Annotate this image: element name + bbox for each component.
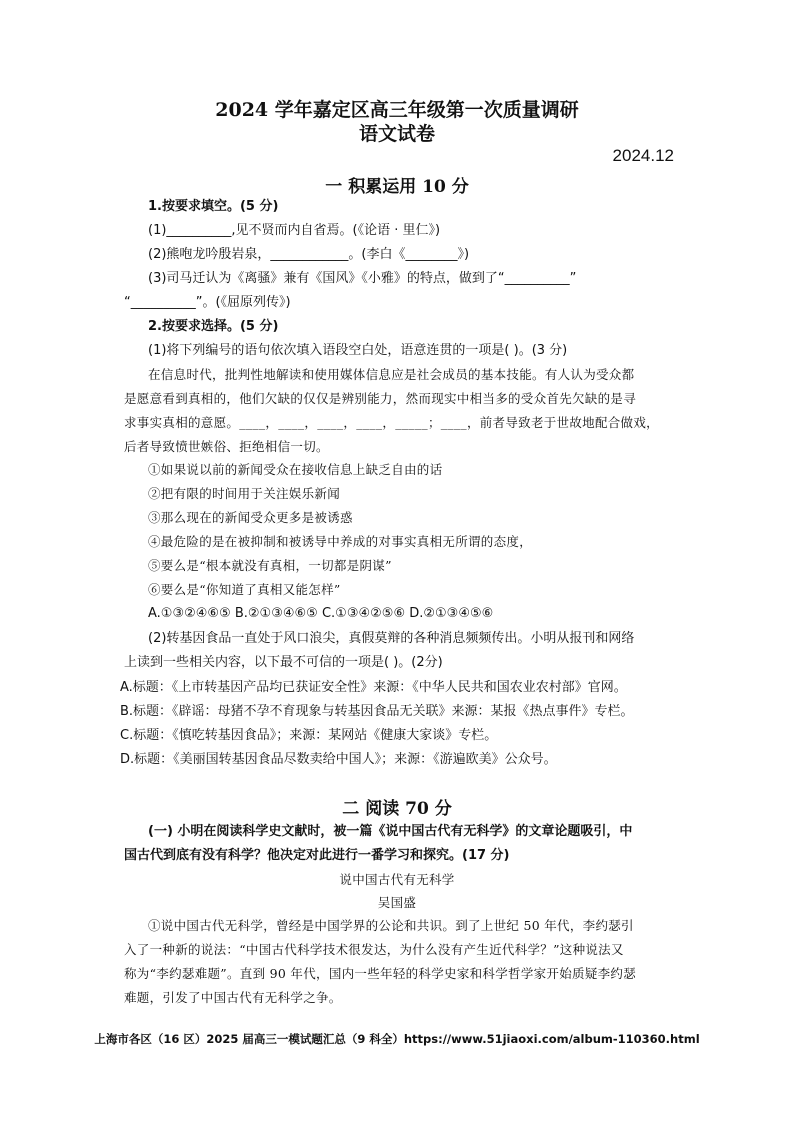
passage-line-4: 后者导致愤世嫉俗、拒绝相信一切。 — [124, 439, 329, 454]
section-2-intro-1: (一) 小明在阅读科学史文献时，被一篇《说中国古代有无科学》的文章论题吸引，中 — [148, 824, 633, 839]
footer-link[interactable]: 上海市各区（16 区）2025 届高三一模试题汇总（9 科全）https://www.51jiaoxi.com/album-110360.html — [94, 1032, 700, 1046]
article-paragraph-line-3: 称为“李约瑟难题”。直到 90 年代，国内一些年轻的科学史家和科学哲学家开始质疑李约瑟 — [124, 966, 637, 981]
article-paragraph-line-1: ①说中国古代无科学，曾经是中国学界的公论和共识。到了上世纪 50 年代，李约瑟引 — [148, 918, 634, 933]
article-author: 吴国盛 — [377, 895, 417, 910]
option-d: D.标题：《美丽国转基因食品尽数卖给中国人》；来源：《游遍欧美》公众号。 — [120, 752, 557, 767]
passage-line-2: 是愿意看到真相的，他们欠缺的仅仅是辨别能力，然而现实中相当多的受众首先欠缺的是寻 — [124, 391, 637, 406]
question-2-sub2-prompt-2: 上读到一些相关内容，以下最不可信的一项是( )。(2分) — [124, 655, 443, 670]
article-title: 说中国古代有无科学 — [339, 872, 455, 887]
question-1-item-3: (3)司马迁认为《离骚》兼有《国风》《小雅》的特点，做到了“__________” — [148, 271, 577, 286]
question-2-sub2-prompt-1: (2)转基因食品一直处于风口浪尖，真假莫辩的各种消息频频传出。小明从报刊和网络 — [148, 631, 635, 646]
sentence-2: ②把有限的时间用于关注娱乐新闻 — [148, 486, 341, 501]
option-c: C.标题：《慎吃转基因食品》；来源：某网站《健康大家谈》专栏。 — [120, 728, 498, 743]
question-1-item-1: (1)__________,见不贤而内自省焉。(《论语 · 里仁》) — [148, 223, 441, 238]
sentence-5: ⑤要么是“根本就没有真相，一切都是阴谋” — [148, 558, 392, 573]
question-1-item-3-cont: “__________”。(《屈原列传》) — [124, 295, 291, 310]
sentence-3: ③那么现在的新闻受众更多是被诱惑 — [148, 510, 353, 525]
question-2-sub1-options: A.①③②④⑥⑤ B.②①③④⑥⑤ C.①③④②⑤⑥ D.②①③④⑤⑥ — [148, 606, 494, 621]
sentence-4: ④最危险的是在被抑制和被诱导中养成的对事实真相无所谓的态度， — [148, 534, 533, 549]
sentence-6: ⑥要么是“你知道了真相又能怎样” — [148, 582, 341, 597]
question-2-sub1-prompt: (1)将下列编号的语句依次填入语段空白处，语意连贯的一项是( )。(3 分) — [148, 343, 568, 358]
option-a: A.标题：《上市转基因产品均已获证安全性》来源：《中华人民共和国农业农村部》官网。 — [120, 680, 627, 695]
question-1-item-2: (2)熊咆龙吟殷岩泉，____________。(李白《________》) — [148, 247, 470, 262]
article-paragraph-line-2: 入了一种新的说法：“中国古代科学技术很发达，为什么没有产生近代科学？”这种说法又 — [124, 942, 624, 957]
section-2-heading: 二 阅读 70 分 — [342, 799, 452, 819]
section-1-heading: 一 积累运用 10 分 — [325, 177, 469, 197]
sentence-1: ①如果说以前的新闻受众在接收信息上缺乏自由的话 — [148, 462, 443, 477]
exam-date: 2024.12 — [612, 146, 674, 165]
question-1-label: 1.按要求填空。(5 分) — [148, 199, 279, 214]
article-paragraph-line-4: 难题，引发了中国古代有无科学之争。 — [124, 990, 342, 1005]
option-b: B.标题：《辟谣：母猪不孕不育现象与转基因食品无关联》来源：某报《热点事件》专栏。 — [120, 704, 634, 719]
exam-subtitle: 语文试卷 — [358, 123, 435, 145]
passage-line-3: 求事实真相的意愿。____，____，____，____，_____；____，前者导致老于世故地配合做戏， — [124, 415, 659, 430]
question-2-label: 2.按要求选择。(5 分) — [148, 319, 279, 334]
exam-title: 2024 学年嘉定区高三年级第一次质量调研 — [215, 99, 579, 121]
section-2-intro-2: 国古代到底有没有科学？他决定对此进行一番学习和探究。(17 分) — [124, 848, 510, 863]
passage-line-1: 在信息时代，批判性地解读和使用媒体信息应是社会成员的基本技能。有人认为受众都 — [148, 367, 635, 382]
